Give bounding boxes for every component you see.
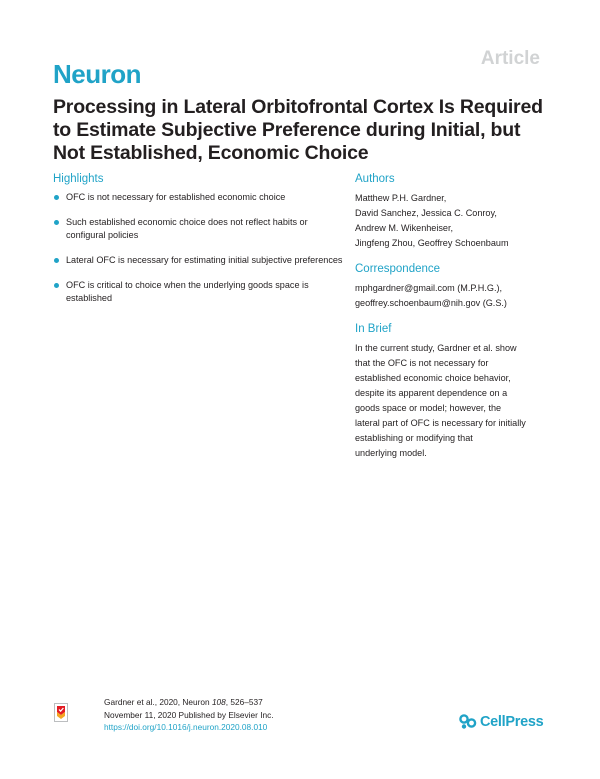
cellpress-icon [459, 714, 477, 730]
correspondence-email[interactable]: geoffrey.schoenbaum@nih.gov (G.S.) [355, 298, 507, 308]
in-brief-line: establishing or modifying that [355, 433, 473, 443]
highlight-text: Lateral OFC is necessary for estimating initial subjective preferences [66, 255, 343, 265]
author-line: Matthew P.H. Gardner, [355, 193, 447, 203]
highlights-section [53, 173, 343, 317]
in-brief-section [355, 323, 545, 461]
highlight-item [53, 216, 343, 242]
highlight-text: OFC is not necessary for established economic choice [66, 192, 286, 202]
in-brief-line: lateral part of OFC is necessary for initially [355, 418, 526, 428]
bullet-icon [54, 220, 59, 225]
citation-footer [104, 696, 274, 734]
author-line: Jingfeng Zhou, Geoffrey Schoenbaum [355, 238, 509, 248]
correspondence-section [355, 263, 545, 311]
highlights-list [53, 191, 343, 305]
author-line: Andrew M. Wikenheiser, [355, 223, 454, 233]
bullet-icon [54, 195, 59, 200]
bullet-icon [54, 258, 59, 263]
correspondence-heading: Correspondence [355, 263, 441, 275]
article-type-label: Article [480, 48, 540, 69]
correspondence-email[interactable]: mphgardner@gmail.com (M.P.H.G.), [355, 283, 503, 293]
in-brief-heading: In Brief [355, 323, 392, 335]
highlight-item [53, 254, 343, 267]
journal-name: Neuron [53, 59, 141, 89]
bullet-icon [54, 283, 59, 288]
author-line: David Sanchez, Jessica C. Conroy, [355, 208, 497, 218]
crossmark-icon[interactable] [54, 703, 68, 722]
cellpress-wordmark: CellPress [480, 714, 544, 730]
in-brief-line: In the current study, Gardner et al. show [355, 343, 517, 353]
authors-section [355, 173, 545, 251]
highlight-item [53, 191, 343, 204]
in-brief-line: goods space or model; however, the [355, 403, 502, 413]
volume-number: 108 [211, 697, 226, 707]
cellpress-logo [459, 714, 543, 730]
citation-line: Gardner et al., 2020, Neuron 108, 526–537 [104, 697, 263, 707]
summary-column [355, 173, 545, 473]
highlights-heading: Highlights [53, 173, 104, 185]
in-brief-line: despite its apparent dependence on a [355, 388, 508, 398]
in-brief-line: established economic choice behavior, [355, 373, 511, 383]
highlight-item [53, 279, 343, 305]
paper-title: Processing in Lateral Orbitofrontal Cortex Is Required to Estimate Subjective Preference during Initial, but Not Established, Economic Choice [53, 96, 543, 164]
in-brief-line: that the OFC is not necessary for [355, 358, 489, 368]
highlight-text: OFC is critical to choice when the underlying goods space is established [66, 280, 309, 303]
authors-heading: Authors [355, 173, 395, 185]
in-brief-line: underlying model. [355, 448, 427, 458]
highlight-text: Such established economic choice does not reflect habits or configural policies [66, 217, 308, 240]
doi-link[interactable]: https://doi.org/10.1016/j.neuron.2020.08.010 [104, 722, 268, 732]
published-line: November 11, 2020 Published by Elsevier Inc. [104, 709, 274, 720]
